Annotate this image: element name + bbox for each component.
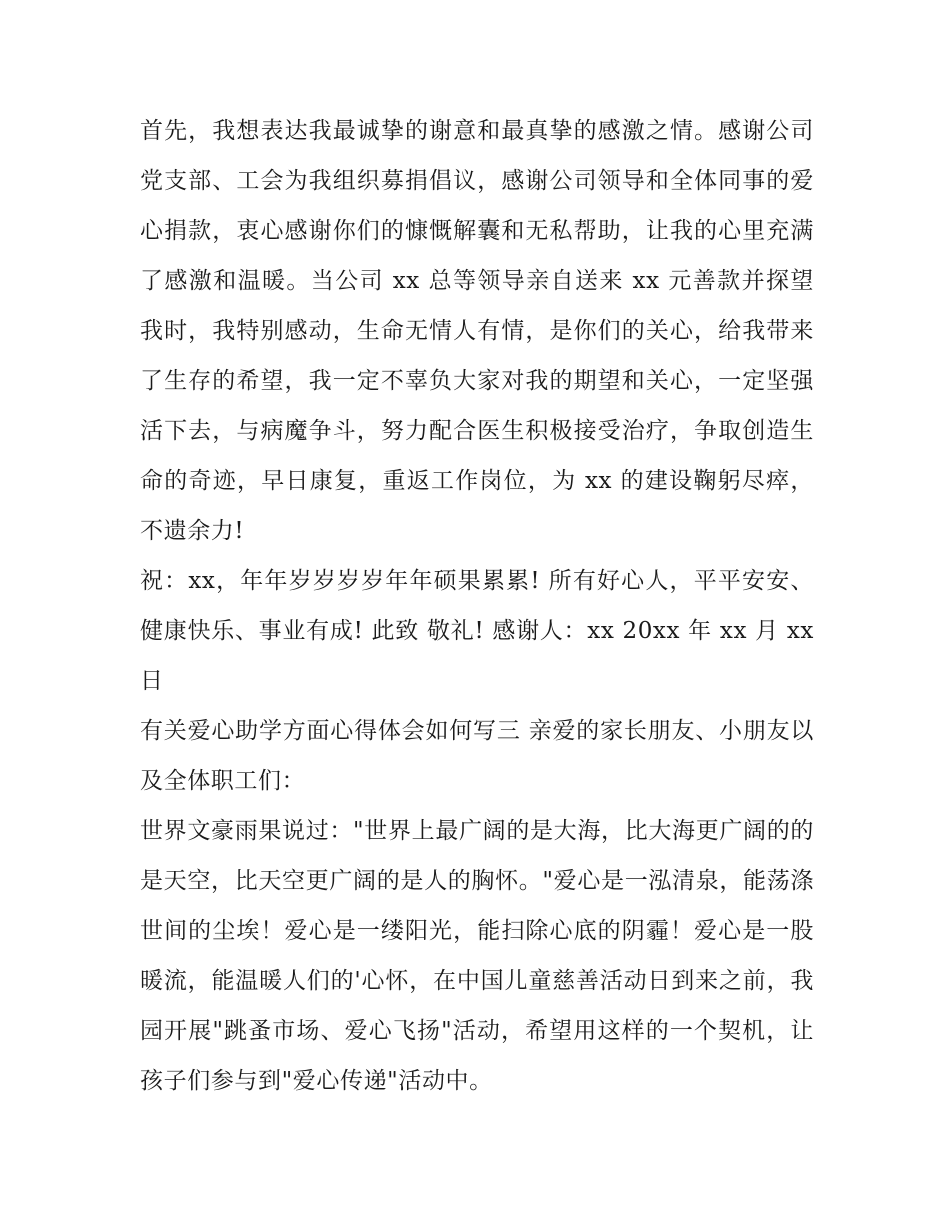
document-body xyxy=(140,106,814,1106)
paragraph-blessing-signature: 祝：xx，年年岁岁岁岁年年硕果累累! 所有好心人，平平安安、健康快乐、事业有成! 此致 敬礼! 感谢人：xx 20xx 年 xx 月 xx 日 xyxy=(140,568,814,694)
paragraph-hugo-quote: 世界文豪雨果说过："世界上最广阔的是大海，比大海更广阔的的是天空，比天空更广阔的是人的胸怀。"爱心是一泓清泉，能荡涤世间的尘埃！爱心是一缕阳光，能扫除心底的阴霾！爱心是一股暖流，能温暖人们的'心怀，在中国儿童慈善活动日到来之前，我园开展"跳蚤市场、爱心飞扬"活动，希望用这样的一个契机，让孩子们参与到"爱心传递"活动中。 xyxy=(140,818,814,1094)
paragraph-section-heading: 有关爱心助学方面心得体会如何写三 亲爱的家长朋友、小朋友以及全体职工们： xyxy=(140,718,814,794)
paragraph-thanks: 首先，我想表达我最诚挚的谢意和最真挚的感激之情。感谢公司党支部、工会为我组织募捐倡议，感谢公司领导和全体同事的爱心捐款，衷心感谢你们的慷慨解囊和无私帮助，让我的心里充满了感激和温暖。当公司 xx 总等领导亲自送来 xx 元善款并探望我时，我特别感动，生命无情人有情，是你们的关心，给我带来了生存的希望，我一定不辜负大家对我的期望和关心，一定坚强活下去，与病魔争斗，努力配合医生积极接受治疗，争取创造生命的奇迹，早日康复，重返工作岗位，为 xx 的建设鞠躬尽瘁，不遗余力! xyxy=(140,118,814,544)
